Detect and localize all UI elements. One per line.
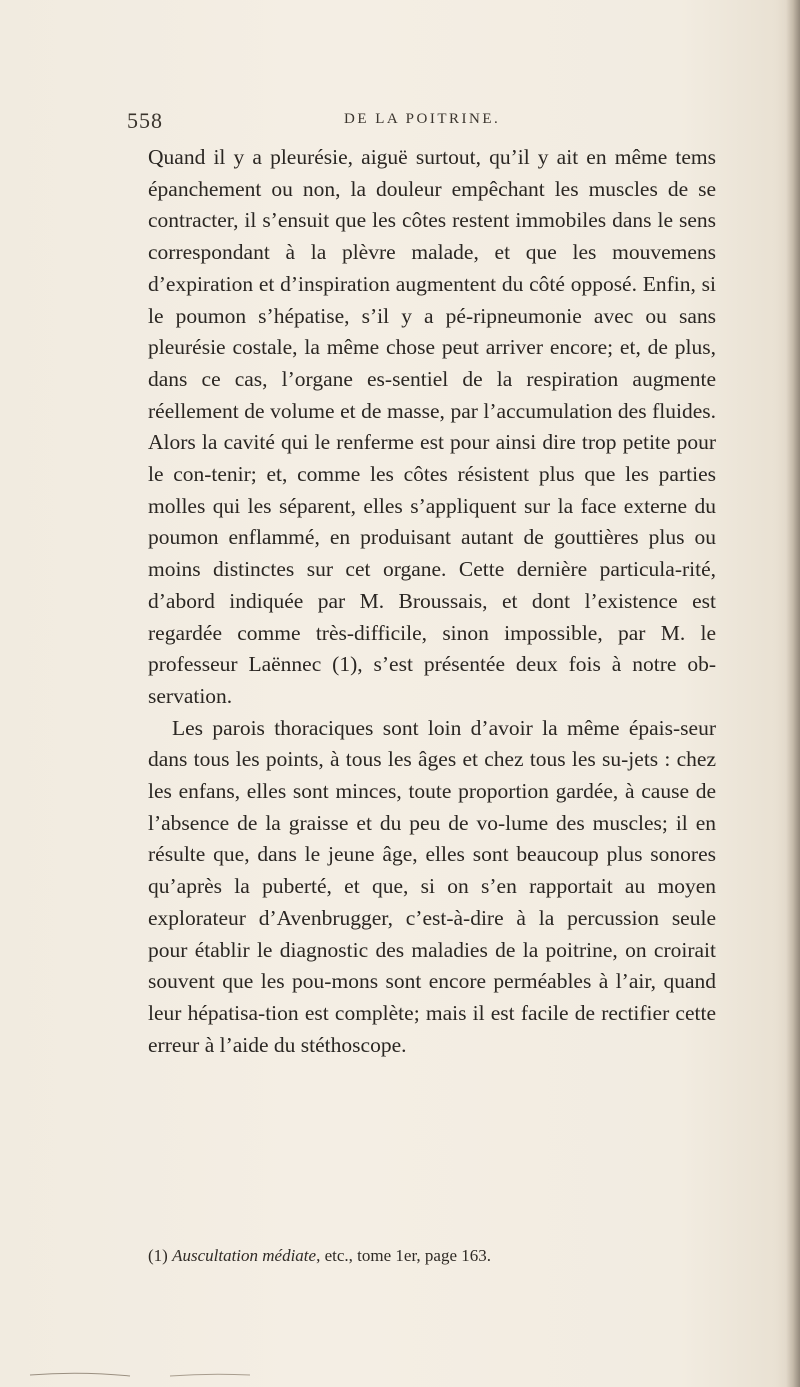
bottom-page-marks: [20, 1367, 780, 1379]
paragraph: Quand il y a pleurésie, aiguë surtout, qu’il y ait en même tems épanchement ou non, la douleur empêchant les muscles de se contracter, il s’ensuit que les côtes restent immobiles dans le sens correspondant à la plèvre malade, et que les mouvemens d’expiration et d’inspiration augmentent du côté opposé. Enfin, si le poumon s’hépatise, s’il y a pé-ripneumonie avec ou sans pleurésie costale, la même chose peut arriver encore; et, de plus, dans ce cas, l’organe es-sentiel de la respiration augmente réellement de volume et de masse, par l’accumulation des fluides. Alors la cavité qui le renferme est pour ainsi dire trop petite pour le con-tenir; et, comme les côtes résistent plus que les parties molles qui les séparent, elles s’appliquent sur la face externe du poumon enflammé, en produisant autant de gouttières plus ou moins distinctes sur cet organe. Cette dernière particula-rité, d’abord indiquée par M. Broussais, et dont l’existence est regardée comme très-difficile, sinon impossible, par M. le professeur Laënnec (1), s’est présentée deux fois à notre ob-servation.: [148, 145, 716, 708]
page-edge-shadow: [786, 0, 800, 1387]
page-header: [127, 108, 687, 138]
body-text: [148, 142, 716, 1061]
footnote: [148, 1244, 716, 1268]
page-number: 558: [127, 108, 163, 133]
footnote-rest: , etc., tome 1er, page 163.: [316, 1246, 492, 1265]
footnote-marker: (1): [148, 1246, 168, 1265]
footnote-title: Auscultation médiate: [172, 1246, 317, 1265]
running-title: DE LA POITRINE.: [344, 111, 501, 127]
paragraph: Les parois thoraciques sont loin d’avoir la même épais-seur dans tous les points, à tous les âges et chez tous les su-jets : chez les enfans, elles sont minces, toute proportion gardée, à cause de l’absence de la graisse et du peu de vo-lume des muscles; il en résulte que, dans le jeune âge, elles sont beaucoup plus sonores qu’après la puberté, et que, si on s’en rapportait au moyen explorateur d’Avenbrugger, c’est-à-dire à la percussion seule pour établir le diagnostic des maladies de la poitrine, on croirait souvent que les pou-mons sont encore perméables à l’air, quand leur hépatisa-tion est complète; mais il est facile de rectifier cette erreur à l’aide du stéthoscope.: [148, 715, 716, 1057]
